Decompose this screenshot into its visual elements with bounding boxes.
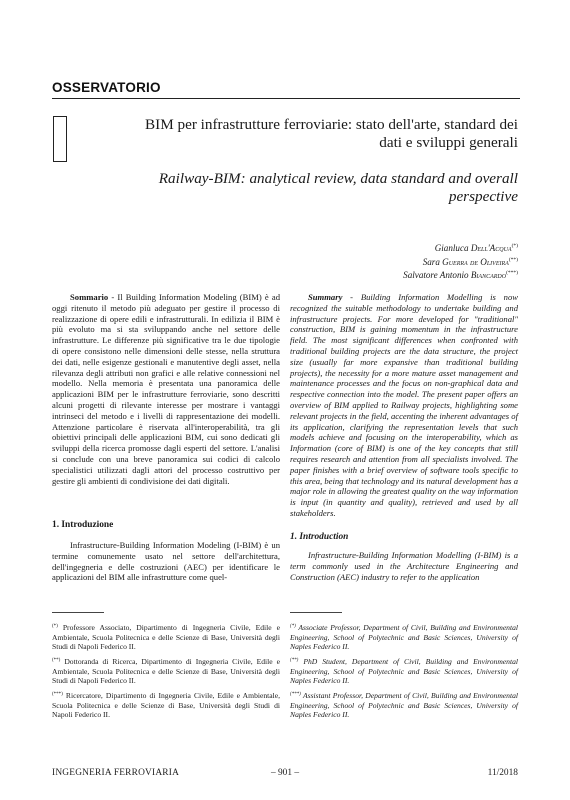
footnote-en-2-text: PhD Student, Department of Civil, Building and Environmental Engineering, School of Polytechnic and Basic Sciences, University of Naples Federico II. bbox=[290, 657, 518, 686]
abstract-english-text: - Building Information Modelling is now recognized the suitable methodology to undertake building and infrastructure projects. For more developed for "traditional" construction, BIM is gaining momentum in the infrastructure field. The most significant differences when confronted with traditional building projects are the data structure, the project size (usually far more expansive than traditional building projects), the necessity for a more mature asset management and maintenance processes and the focus on non-graphical data and respective connection into the model. The present paper offers an overview of BIM applied to Railway projects, highlighting some relevant projects in the field, accenting the inherent advantages of its application, clarifying the representation levels that such models achieve and focusing on the interoperability, which as Information (core of BIM) is one of the key concepts that still requires research and attention from all specialists involved. The paper finishes with a brief overview of software tools specific to this area, being that technology and its natural development has a major role in allowing the greatest quality on the way information is input (in quantity and quality), retrieved and used by all stakeholders. bbox=[290, 292, 518, 518]
author-1-mark: (*) bbox=[511, 243, 518, 249]
journal-name: INGEGNERIA FERROVIARIA bbox=[52, 768, 180, 778]
author-1-first: Gianluca bbox=[434, 243, 471, 253]
section-heading-italian: 1. Introduzione bbox=[52, 520, 114, 530]
section-heading-english: 1. Introduction bbox=[290, 532, 349, 542]
footnote-en-1-mark: (*) bbox=[290, 624, 296, 629]
footnote-en-1-text: Associate Professor, Department of Civil, Building and Environmental Engineering, School of Polytechnic and Basic Sciences, University of Naples Federico II. bbox=[290, 623, 518, 652]
footnote-it-3 bbox=[52, 690, 280, 720]
intro-italian-text: Infrastructure-Building Information Modeling (I-BIM) è un termine comunemente usato nel settore dell'architettura, dell'ingegneria e delle costruzioni (AEC) per identificare le applicazioni del BIM alle infrastrutture come quel- bbox=[52, 540, 280, 583]
footnote-en-2 bbox=[290, 656, 518, 686]
author-3-first: Salvatore Antonio bbox=[403, 270, 471, 281]
author-2-mark: (**) bbox=[508, 256, 518, 263]
author-2-first: Sara bbox=[422, 256, 443, 267]
title-english: Railway-BIM: analytical review, data standard and overall perspective bbox=[158, 170, 518, 205]
footnote-rule-right bbox=[290, 612, 342, 613]
footnote-en-3 bbox=[290, 690, 518, 720]
footnote-it-3-mark: (***) bbox=[52, 692, 63, 697]
section-label: OSSERVATORIO bbox=[52, 80, 161, 95]
abstract-italian-text: - Il Building Information Modeling (BIM) è ad oggi ritenuto il metodo più adeguato per gestire il processo di realizzazione di opere edili e infrastrutturali. In edilizia il BIM è più evoluto ma si sta sviluppando anche nel settore delle infrastrutture. Le differenze più significative tra le due tipologie di opere consistono nelle dimensioni delle stesse, nella struttura dei dati, nelle esigenze gestionali e manutentive degli asset, nella rilevanza degli attributi non grafici e alle relative connessioni nel modello. Nella memoria è presentata una panoramica delle applicazioni BIM per le infrastrutture ferroviarie, sono descritti alcuni progetti di rilevante interesse per mostrare i vantaggi intrinseci del metodo e i livelli di rappresentazione dei modelli. Attenzione particolare è riservata all'interoperabilità, tra gli obiettivi principali delle applicazioni BIM, cui sono dedicati gli sviluppi della ricerca promosse dagli esperti del settore. L'analisi si conclude con una breve panoramica sui codici di calcolo specialistici utilizzati dagli attori del processo costruttivo per gestire gli ambienti di condivisione dei dati digitali. bbox=[52, 292, 280, 486]
abstract-italian-lead: Sommario bbox=[70, 292, 109, 302]
footnote-rule-left bbox=[52, 612, 104, 613]
footnote-it-2-mark: (**) bbox=[52, 658, 61, 663]
footnote-en-1 bbox=[290, 622, 518, 652]
author-3-last: Biancardo bbox=[470, 270, 507, 281]
title-italian: BIM per infrastrutture ferroviarie: stato dell'arte, standard dei dati e sviluppi generali bbox=[145, 116, 518, 151]
author-3-mark: (***) bbox=[506, 270, 518, 277]
footnote-en-3-text: Assistant Professor, Department of Civil, Building and Environmental Engineering, School of Polytechnic and Basic Sciences, University of Naples Federico II. bbox=[290, 691, 518, 720]
footnote-en-3-mark: (***) bbox=[290, 692, 301, 697]
footnote-it-2-text: Dottoranda di Ricerca, Dipartimento di Ingegneria Civile, Edile e Ambientale, Scuola Politecnica e delle Scienze di Base, Università degli Studi di Napoli Federico II. bbox=[52, 657, 280, 686]
author-2-last: Guerra de Oliveira bbox=[442, 256, 509, 267]
page-number: – 901 – bbox=[270, 768, 300, 778]
issue-date: 11/2018 bbox=[487, 768, 518, 778]
intro-english bbox=[290, 550, 518, 582]
footnote-it-1 bbox=[52, 622, 280, 652]
intro-english-text: Infrastructure-Building Information Modelling (I-BIM) is a term commonly used in the Architecture Engineering and Construction (AEC) industry to refer to the application bbox=[290, 550, 518, 582]
header-rule bbox=[52, 98, 520, 99]
author-list bbox=[200, 241, 518, 282]
abstract-italian bbox=[52, 292, 280, 486]
abstract-english bbox=[290, 292, 518, 519]
author-1-last: Dell'Acqua bbox=[470, 243, 512, 253]
footnote-it-2 bbox=[52, 656, 280, 686]
footnote-it-3-text: Ricercatore, Dipartimento di Ingegneria Civile, Edile e Ambientale, Scuola Politecnica e delle Scienze di Base, Università degli Studi di Napoli Federico II. bbox=[52, 691, 280, 720]
abstract-english-lead: Summary bbox=[308, 292, 343, 302]
author-2 bbox=[200, 255, 518, 269]
author-3 bbox=[200, 268, 518, 282]
footnote-en-2-mark: (**) bbox=[290, 658, 299, 663]
author-1 bbox=[200, 241, 518, 255]
intro-italian bbox=[52, 540, 280, 583]
title-frame-mark bbox=[53, 116, 67, 162]
footnote-it-1-mark: (*) bbox=[52, 624, 58, 629]
footnote-it-1-text: Professore Associato, Dipartimento di Ingegneria Civile, Edile e Ambientale, Scuola Politecnica e delle Scienze di Base, Università degli Studi di Napoli Federico II. bbox=[52, 623, 280, 652]
